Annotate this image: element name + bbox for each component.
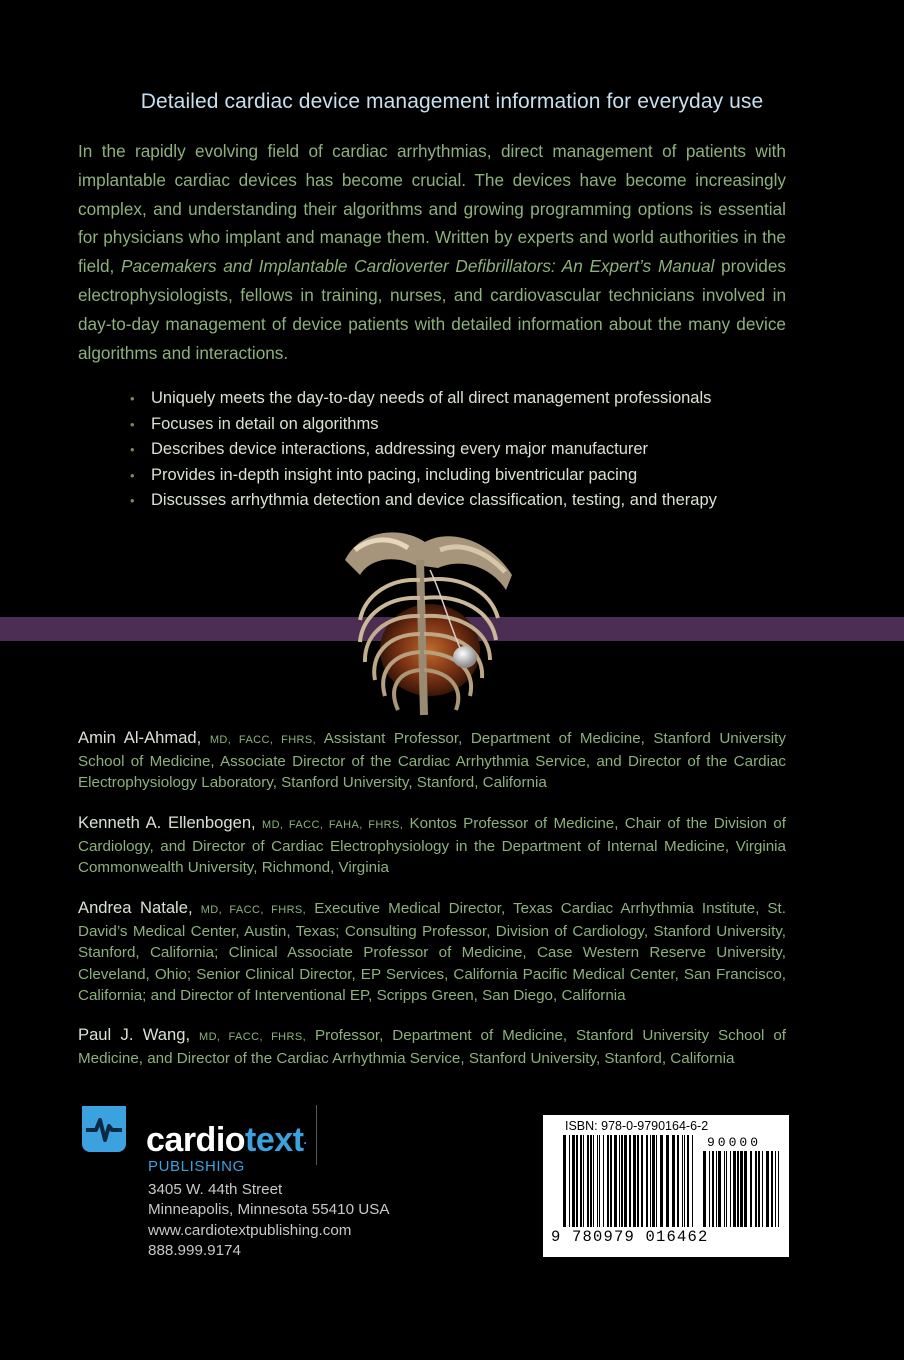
feature-item: • Provides in-depth insight into pacing, including biventricular pacing (130, 463, 717, 489)
barcode-bar (771, 1151, 773, 1227)
barcode-bar (755, 1151, 757, 1227)
barcode-bar (724, 1151, 725, 1227)
barcode-bar (733, 1151, 736, 1227)
barcode-bar (633, 1135, 636, 1227)
barcode-bar (593, 1135, 594, 1227)
price-code: 90000 (707, 1135, 762, 1150)
barcode-bar (726, 1151, 727, 1227)
author-name: Andrea Natale, (78, 898, 193, 917)
barcode-bar (587, 1135, 589, 1227)
barcode-bar (599, 1135, 600, 1227)
barcode-bar (569, 1135, 570, 1227)
feature-list (130, 386, 717, 514)
author-description: Executive Medical Director, Texas Cardiac Arrhythmia Institute, St. David’s Medical Center, Austin, Texas; Consulting Professor, Division of Cardiology, Stanford University, Stanford, California; Clinical Associate Professor of Medicine, Case Western Reserve University, Cleveland, Ohio; Senior Clinical Director, EP Services, California Pacific Medical Center, San Francisco, California; and Director of Interventional EP, Scripps Green, San Diego, California (78, 900, 786, 1004)
barcode-bar (775, 1151, 776, 1227)
feature-item: • Focuses in detail on algorithms (130, 412, 717, 438)
barcode-bar (737, 1151, 739, 1227)
barcode-bar (740, 1151, 743, 1227)
description-paragraph (78, 137, 786, 367)
blurb-intro: In the rapidly evolving field of cardiac arrhythmias, direct management of patients with implantable cardiac devices has become crucial. The devices have become increasingly complex, and understanding their algorithms and growing programming options is essential for physicians who implant and manage them. Written by experts and world authorities in the field, (78, 141, 786, 277)
author-credentials: MD, FACC, FHRS, (209, 734, 317, 746)
address-line: 3405 W. 44th Street (148, 1181, 283, 1198)
publisher-wordmark: cardiotext. (146, 1121, 307, 1159)
barcode-bar (572, 1135, 575, 1227)
barcode-bar (744, 1151, 747, 1227)
barcode-bar (778, 1151, 779, 1227)
feature-item: • Describes device interactions, addressing every major manufacturer (130, 437, 717, 463)
publisher-website: www.cardiotextpublishing.com (148, 1221, 352, 1239)
barcode-bar (682, 1135, 683, 1227)
barcode-bar (563, 1135, 566, 1227)
publisher-phone: 888.999.9174 (148, 1242, 241, 1260)
ean-digits: 9 780979 016462 (551, 1228, 709, 1246)
barcode-bar (677, 1135, 679, 1227)
barcode-bar (641, 1135, 643, 1227)
barcode-bar (703, 1151, 706, 1227)
barcode-bar (614, 1135, 617, 1227)
barcode-bar (590, 1135, 592, 1227)
bullet-icon: • (130, 416, 135, 432)
publisher-address (148, 1180, 389, 1262)
feature-item: • Discusses arrhythmia detection and device classification, testing, and therapy (130, 488, 717, 514)
author-credentials: MD, FACC, FHRS, (199, 1031, 307, 1043)
author-credentials: MD, FACC, FHRS, (200, 904, 307, 916)
barcode-bar (687, 1135, 689, 1227)
publisher-subtitle: PUBLISHING (148, 1158, 245, 1175)
barcode-bar (646, 1135, 648, 1227)
author-name: Paul J. Wang, (78, 1025, 191, 1044)
book-title: Pacemakers and Implantable Cardioverter Defibrillators: An Expert’s Manual (121, 256, 715, 277)
barcode-bar (730, 1151, 731, 1227)
barcode-bar (684, 1135, 685, 1227)
barcode-bar (660, 1135, 663, 1227)
isbn-label: ISBN: 978-0-9790164-6-2 (565, 1119, 709, 1133)
feature-item: • Uniquely meets the day-to-day needs of all direct management professionals (130, 386, 717, 412)
barcode-bar (766, 1151, 769, 1227)
barcode-bar (650, 1135, 651, 1227)
bullet-icon: • (130, 442, 135, 458)
barcode-bar (629, 1135, 631, 1227)
barcode-bar (619, 1135, 620, 1227)
barcode-bar (621, 1135, 623, 1227)
author-name: Kenneth A. Ellenbogen, (78, 813, 256, 832)
author-name: Amin Al-Ahmad, (78, 728, 202, 747)
author-credentials: MD, FACC, FAHA, FHRS, (262, 819, 404, 831)
barcode-bar (672, 1135, 675, 1227)
address-line: Minneapolis, Minnesota 55410 USA (148, 1201, 390, 1219)
barcode-bar (716, 1151, 717, 1227)
author-description: Assistant Professor, Department of Medicine, Stanford University School of Medicine, Associate Director of the Cardiac Arrhythmia Service, and Director of the Cardiac Electrophysiology Laboratory, Stanford University, Stanford, California (78, 730, 786, 792)
barcode-bar (656, 1135, 657, 1227)
barcode-bar (750, 1151, 752, 1227)
cardiotext-logo-icon (78, 1102, 130, 1156)
barcode-bar (597, 1135, 598, 1227)
barcode-bar (624, 1135, 627, 1227)
author-bio (78, 812, 786, 879)
barcode-bar (712, 1151, 714, 1227)
bullet-icon: • (130, 391, 135, 406)
thorax-ct-image (320, 520, 530, 720)
barcode-bar (580, 1135, 582, 1227)
barcode-bar (762, 1151, 763, 1227)
author-bio (78, 897, 786, 1006)
author-bio (78, 727, 786, 794)
barcode-bar (576, 1135, 578, 1227)
barcode-bar (692, 1135, 693, 1227)
barcode-bar (709, 1151, 710, 1227)
barcode-bar (718, 1151, 721, 1227)
blurb-outro: provides electrophysiologists, fellows in training, nurses, and cardiovascular technicians involved in day-to-day management of device patients with detailed information about the many device algorithms and interactions. (78, 256, 786, 363)
barcode-bar (652, 1135, 655, 1227)
bullet-icon: • (130, 467, 135, 483)
barcode-bar (583, 1135, 584, 1227)
bullet-icon: • (130, 493, 135, 509)
author-description: Professor, Department of Medicine, Stanford University School of Medicine, and Director of the Cardiac Arrhythmia Service, Stanford University, Stanford, California (78, 1027, 786, 1068)
author-description: Kontos Professor of Medicine, Chair of the Division of Cardiology, and Director of Cardiac Electrophysiology in the Department of Internal Medicine, Virginia Commonwealth University, Richmond, Virginia (78, 815, 786, 877)
barcode-bar (666, 1135, 669, 1227)
back-cover-headline: Detailed cardiac device management information for everyday use (140, 90, 764, 113)
barcode-bar (637, 1135, 639, 1227)
barcode-bar (758, 1151, 760, 1227)
isbn-barcode (543, 1115, 789, 1257)
author-bio (78, 1024, 786, 1069)
publisher-divider (316, 1105, 317, 1165)
barcode-bar (607, 1135, 609, 1227)
barcode-bar (603, 1135, 604, 1227)
barcode-bar (610, 1135, 612, 1227)
